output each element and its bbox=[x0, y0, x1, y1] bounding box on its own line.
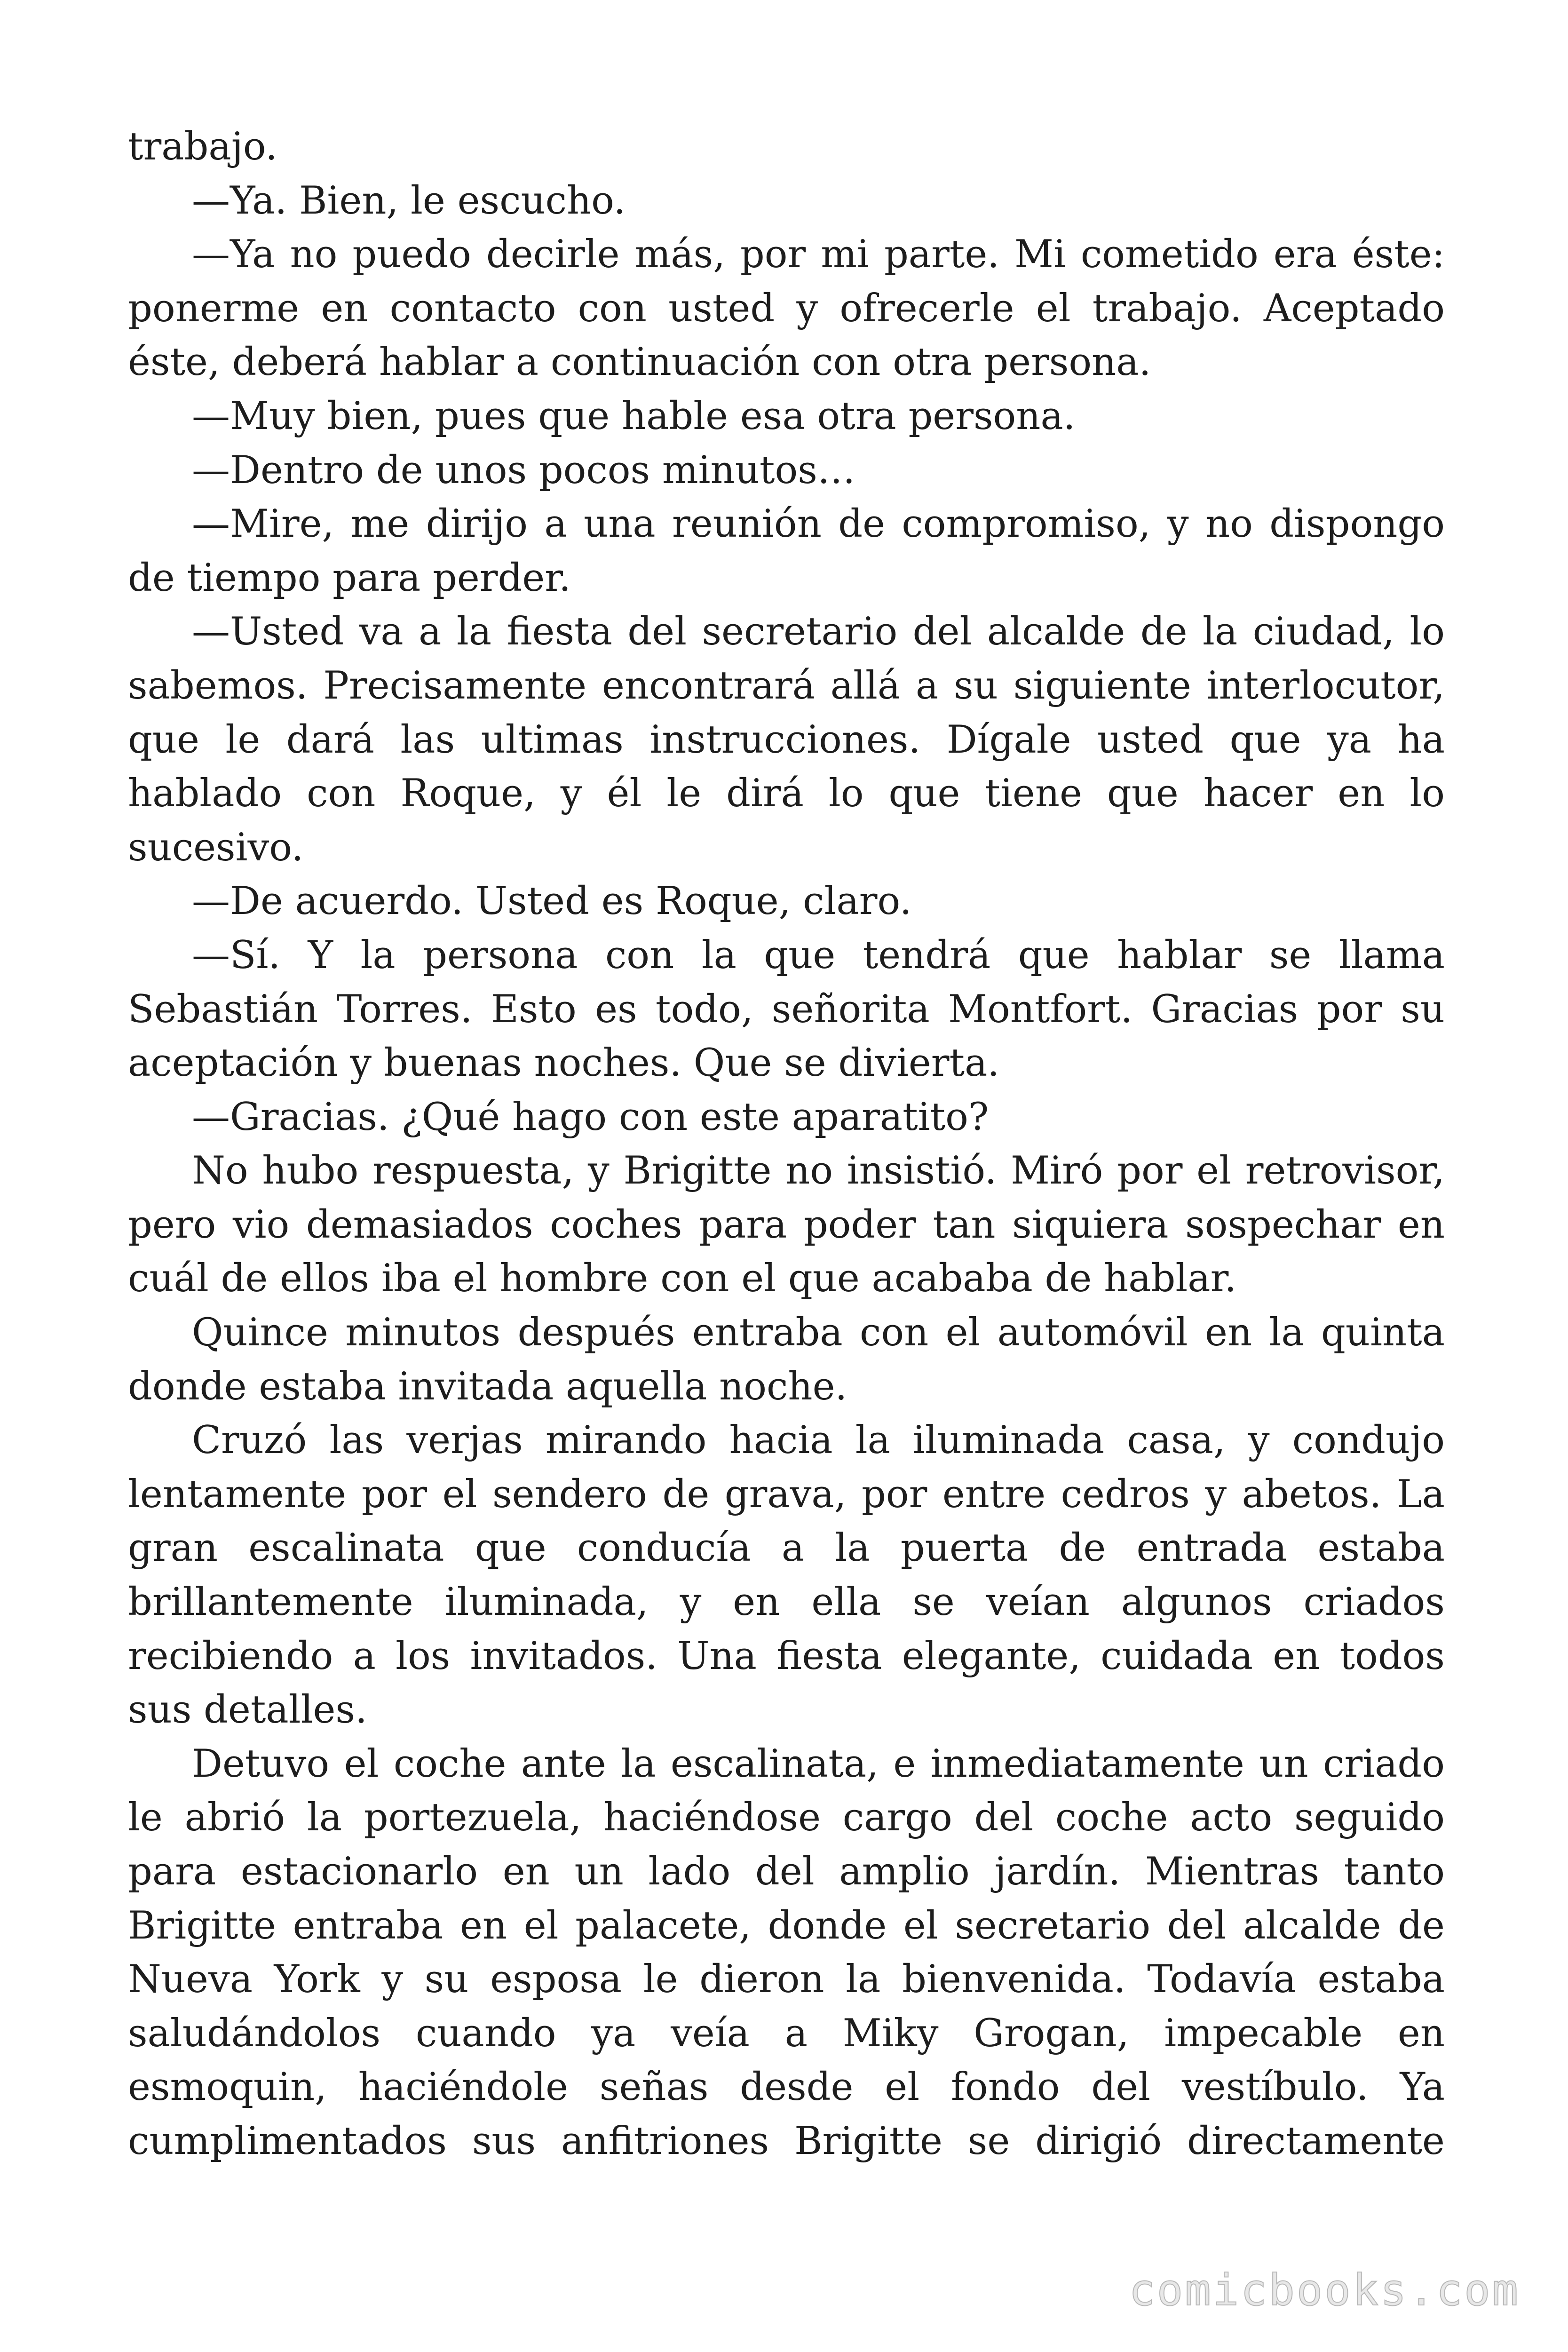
paragraph: —Dentro de unos pocos minutos… bbox=[192, 448, 855, 493]
paragraph: —Sí. Y la persona con la que tendrá que hablar se llama Sebastián Torres. Esto es todo, señorita Montfort. Gracias por su aceptación y buenas noches. Que se divierta. bbox=[128, 933, 1445, 1086]
paragraph: —Gracias. ¿Qué hago con este aparatito? bbox=[192, 1095, 989, 1139]
paragraph: Detuvo el coche ante la escalinata, e inmediatamente un criado le abrió la portezuela, haciéndose cargo del coche acto seguido para estacionarlo en un lado del amplio jardín. Mientras tanto Brigitte entraba en el palacete, donde el secretario del alcalde de Nueva York y su esposa le dieron la bienvenida. Todavía estaba saludándolos cuando ya veía a Miky Grogan, impecable en esmoquin, haciéndole señas desde el fondo del vestíbulo. Ya cumplimentados sus anfitriones Brigitte se dirigió directamente bbox=[128, 1741, 1445, 2163]
paragraph: —De acuerdo. Usted es Roque, claro. bbox=[192, 879, 912, 924]
paragraph: —Mire, me dirijo a una reunión de compromiso, y no dispongo de tiempo para perder. bbox=[128, 502, 1445, 600]
paragraph: Quince minutos después entraba con el automóvil en la quinta donde estaba invitada aquella noche. bbox=[128, 1311, 1445, 1409]
paragraph: No hubo respuesta, y Brigitte no insistió. Miró por el retrovisor, pero vio demasiados coches para poder tan siquiera sospechar en cuál de ellos iba el hombre con el que acababa de hablar. bbox=[128, 1149, 1445, 1301]
paragraph: trabajo. bbox=[128, 125, 277, 169]
book-page-text bbox=[128, 120, 1445, 2169]
paragraph: Cruzó las verjas mirando hacia la iluminada casa, y condujo lentamente por el sendero de grava, por entre cedros y abetos. La gran escalinata que conducía a la puerta de entrada estaba brillantemente iluminada, y en ella se veían algunos criados recibiendo a los invitados. Una fiesta elegante, cuidada en todos sus detalles. bbox=[128, 1418, 1445, 1732]
paragraph: —Usted va a la fiesta del secretario del alcalde de la ciudad, lo sabemos. Precisamente encontrará allá a su siguiente interlocutor, que le dará las ultimas instrucciones. Dígale usted que ya ha hablado con Roque, y él le dirá lo que tiene que hacer en lo sucesivo. bbox=[128, 610, 1445, 870]
paragraph: —Ya no puedo decirle más, por mi parte. Mi cometido era éste: ponerme en contacto con usted y ofrecerle el trabajo. Aceptado éste, deberá hablar a continuación con otra persona. bbox=[128, 232, 1445, 385]
watermark: comicbooks.com bbox=[1129, 2265, 1520, 2315]
paragraph: —Ya. Bien, le escucho. bbox=[192, 178, 626, 223]
paragraph: —Muy bien, pues que hable esa otra persona. bbox=[192, 394, 1076, 438]
